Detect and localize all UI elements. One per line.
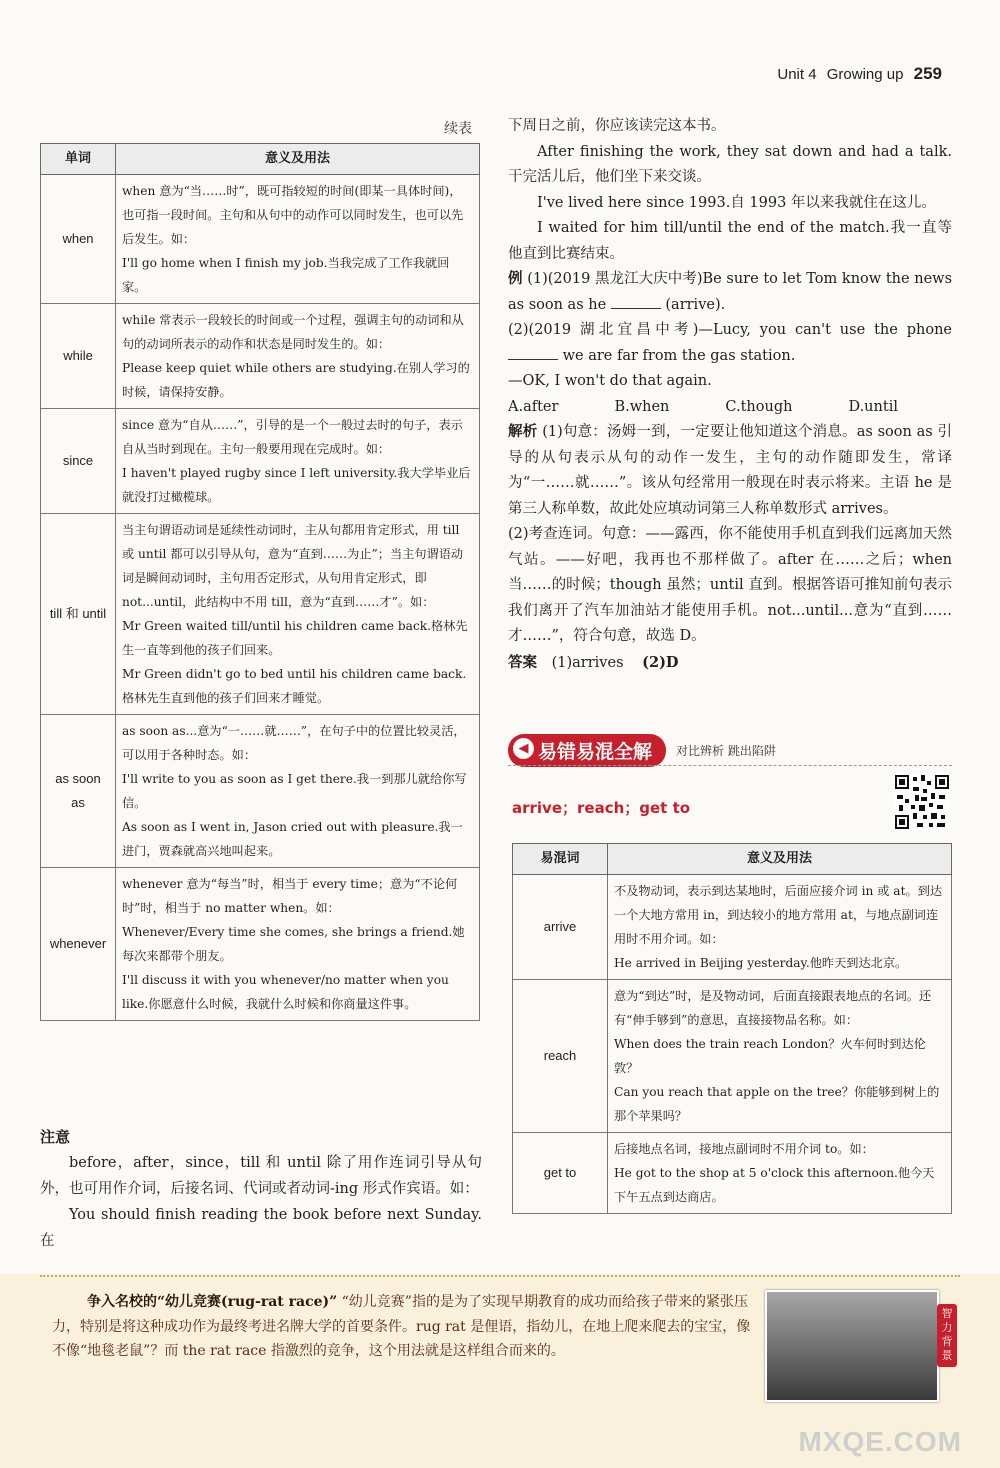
page-header [777,64,942,84]
analysis-2: (2)考查连词。句意：——露西，你不能使用手机直到我们远离加天然气站。——好吧，我再也不那样做了。after 在……之后；when 当……的时候；though 虽然；until 直到。根据答语可推知前句表示我们离开了汽车加油站才能使用手机。not...until...意为“直到……才……”，符合句意，故选 D。 [508,526,952,644]
qr-code-icon[interactable] [893,773,951,831]
continued-label: 续表 [444,121,472,137]
example-line: Whenever/Every time she comes, she brings a friend.她每次来都带个朋友。 [122,925,465,963]
example-line: I'll write to you as soon as I get there.我一到那儿就给你写信。 [122,772,467,810]
example-sentence: I waited for him till/until the end of the match.我一直等他直到比赛结束。 [508,220,952,262]
analysis-1-text: (1)句意：汤姆一到，一定要让他知道这个消息。as soon as 引导的从句表示从句的动作一发生，主句的动作随即发生，常译为“一……就……”。该从句经常用一般现在时表示将来。主语 he 是第三人称单数，故此处应填动词第三人称单数形式 arrives。 [508,424,953,517]
vocab-word: as soon as [41,715,116,868]
megaphone-icon: ◀ [513,738,534,759]
vocab-meaning [116,715,480,868]
example-line: I'll go home when I finish my job.当我完成了工作我就回家。 [122,256,450,294]
option-a: A.after [508,398,559,415]
usage-line: 当主句谓语动词是延续性动词时，主从句都用肯定形式，用 till 或 until 都可以引导从句，意为“直到……为止”；当主句谓语动词是瞬间动词时，主句用否定形式，从句用肯定形式，即 not...until，此结构中不用 till，意为“直到……才”。如： [122,523,464,609]
confuse-header-meaning: 意义及用法 [608,844,952,875]
vocab-meaning [116,514,480,715]
divider [508,765,952,766]
table-row [513,875,952,980]
table-row [513,1133,952,1214]
usage-line: when 意为“当……时”，既可指较短的时间(即某一具体时间)，也可指一段时间。主句和从句中的动作可以同时发生，也可以先后发生。如： [122,184,464,246]
example-line: Mr Green didn't go to bed until his children came back.格林先生直到他的孩子们回来才睡觉。 [122,667,467,705]
vocab-word: whenever [41,868,116,1021]
note-title: 注意 [40,1128,71,1146]
note-section [40,1124,482,1254]
vocab-header-word: 单词 [41,144,116,175]
children-photo [765,1290,939,1402]
background-tag: 智力背景 [937,1304,957,1367]
vocab-word: when [41,175,116,304]
example-sentence: After finishing the work, they sat down and had a talk.干完活儿后，他们坐下来交谈。 [508,143,952,185]
answer-label: 答案 [508,654,537,671]
exercise-1 [508,267,952,318]
confuse-meaning [608,875,952,980]
unit-title: Growing up [826,66,904,83]
example-sentence: I've lived here since 1993.自 1993 年以来我就住在这儿。 [537,194,936,211]
example-line: He arrived in Beijing yesterday.他昨天到达北京。 [614,956,908,970]
confuse-word: reach [513,980,608,1133]
exercise-2-tail: we are far from the gas station. [562,347,796,364]
option-d: D.until [848,398,898,415]
vocab-meaning [116,304,480,409]
vocab-meaning [116,868,480,1021]
vocab-meaning [116,409,480,514]
answer-row [508,650,952,677]
exercise-2 [508,318,952,369]
banner-subtitle: 对比辨析 跳出陷阱 [676,744,776,758]
answer-blank [508,345,558,360]
right-column [508,114,952,676]
note-paragraph: before，after，since，till 和 until 除了用作连词引导从句外，也可用作介词，后接名词、代词或者动词-ing 形式作宾语。如： [40,1155,482,1197]
analysis-1 [508,420,952,522]
confuse-meaning [608,980,952,1133]
note-example: You should finish reading the book before next Sunday.在 [40,1207,482,1249]
exercise-1-hint: (arrive). [665,296,726,313]
banner-pill [508,734,666,767]
confuse-header-word: 易混词 [513,844,608,875]
usage-line: as soon as...意为“一……就……”，在句子中的位置比较灵活，可以用于各种时态。如： [122,724,466,762]
table-row [41,868,480,1021]
table-row [41,514,480,715]
confusables-table [512,843,952,1214]
page-number: 259 [913,64,942,83]
watermark: MXQE.COM [798,1426,962,1457]
confuse-meaning [608,1133,952,1214]
vocab-header-meaning: 意义及用法 [116,144,480,175]
vocab-word: while [41,304,116,409]
section-banner [508,734,776,767]
footer-divider [40,1275,960,1277]
example-label: 例 [508,271,523,287]
example-continued: 下周日之前，你应该读完这本书。 [508,118,726,134]
table-row [41,409,480,514]
confuse-word: arrive [513,875,608,980]
example-line: Mr Green waited till/until his children came back.格林先生一直等到他的孩子们回来。 [122,619,468,657]
table-row [41,175,480,304]
confusables-title: arrive；reach；get to [512,799,691,817]
confuse-word: get to [513,1133,608,1214]
usage-line: while 常表示一段较长的时间或一个过程，强调主句的动词和从句的动词所表示的动作和状态是同时发生的。如： [122,313,464,351]
usage-line: since 意为“自从……”，引导的是一个一般过去时的句子，表示自从当时到现在。主句一般要用现在完成时。如： [122,418,463,456]
usage-line: 后接地点名词，接地点副词时不用介词 to。如： [614,1142,874,1156]
answer-blank [611,294,661,309]
footer-body: “幼儿竞赛”指的是为了实现早期教育的成功而给孩子带来的紧张压力，特别是将这种成功作为最终考进名牌大学的首要条件。rug rat 是俚语，指幼儿，在地上爬来爬去的宝宝，像不像“地毯老鼠”？而 the rat race 指激烈的竞争，这个用法就是这样组合而来的。 [52,1294,751,1359]
exercise-2-reply: —OK, I won't do that again. [508,373,712,389]
exercise-1-text: (1)(2019 黑龙江大庆中考)Be sure to let Tom know the news as soon as he [508,271,953,313]
option-c: C.though [725,398,793,415]
example-line: I haven't played rugby since I left university.我大学毕业后就没打过橄榄球。 [122,466,471,504]
example-line: He got to the shop at 5 o'clock this afternoon.他今天下午五点到达商店。 [614,1166,935,1204]
example-line: Can you reach that apple on the tree？你能够到树上的那个苹果吗？ [614,1085,940,1123]
usage-line: 意为“到达”时，是及物动词，后面直接跟表地点的名词。还有“伸手够到”的意思，直接接物品名称。如： [614,989,932,1027]
analysis-label: 解析 [508,424,538,440]
vocab-table [40,143,480,1021]
example-line: I'll discuss it with you whenever/no matter when you like.你愿意什么时候，我就什么时候和你商量这件事。 [122,973,449,1011]
unit-label: Unit 4 [777,66,817,83]
exercise-2-text: (2)(2019 湖北宜昌中考)—Lucy, you can't use the phone [508,322,952,338]
answer-2: (2)D [642,653,679,671]
example-line: When does the train reach London？火车何时到达伦敦？ [614,1037,926,1075]
example-line: Please keep quiet while others are studying.在别人学习的时候，请保持安静。 [122,361,470,399]
vocab-word: till 和 until [41,514,116,715]
option-b: B.when [614,398,670,415]
usage-line: 不及物动词，表示到达某地时，后面应接介词 in 或 at。到达一个大地方常用 in，到达较小的地方常用 at，与地点副词连用时不用介词。如： [614,884,943,946]
table-row [41,715,480,868]
footer-title: 争入名校的“幼儿竞赛(rug-rat race)” [87,1294,338,1310]
banner-title: 易错易混全解 [538,741,653,763]
options-row [508,395,898,421]
vocab-word: since [41,409,116,514]
example-line: As soon as I went in, Jason cried out with pleasure.我一进门，贾森就高兴地叫起来。 [122,820,463,858]
vocab-meaning [116,175,480,304]
table-row [513,980,952,1133]
usage-line: whenever 意为“每当”时，相当于 every time；意为“不论何时”时，相当于 no matter when。如： [122,877,458,915]
answer-1: (1)arrives [551,654,624,671]
table-row [41,304,480,409]
footer-text [52,1290,752,1364]
